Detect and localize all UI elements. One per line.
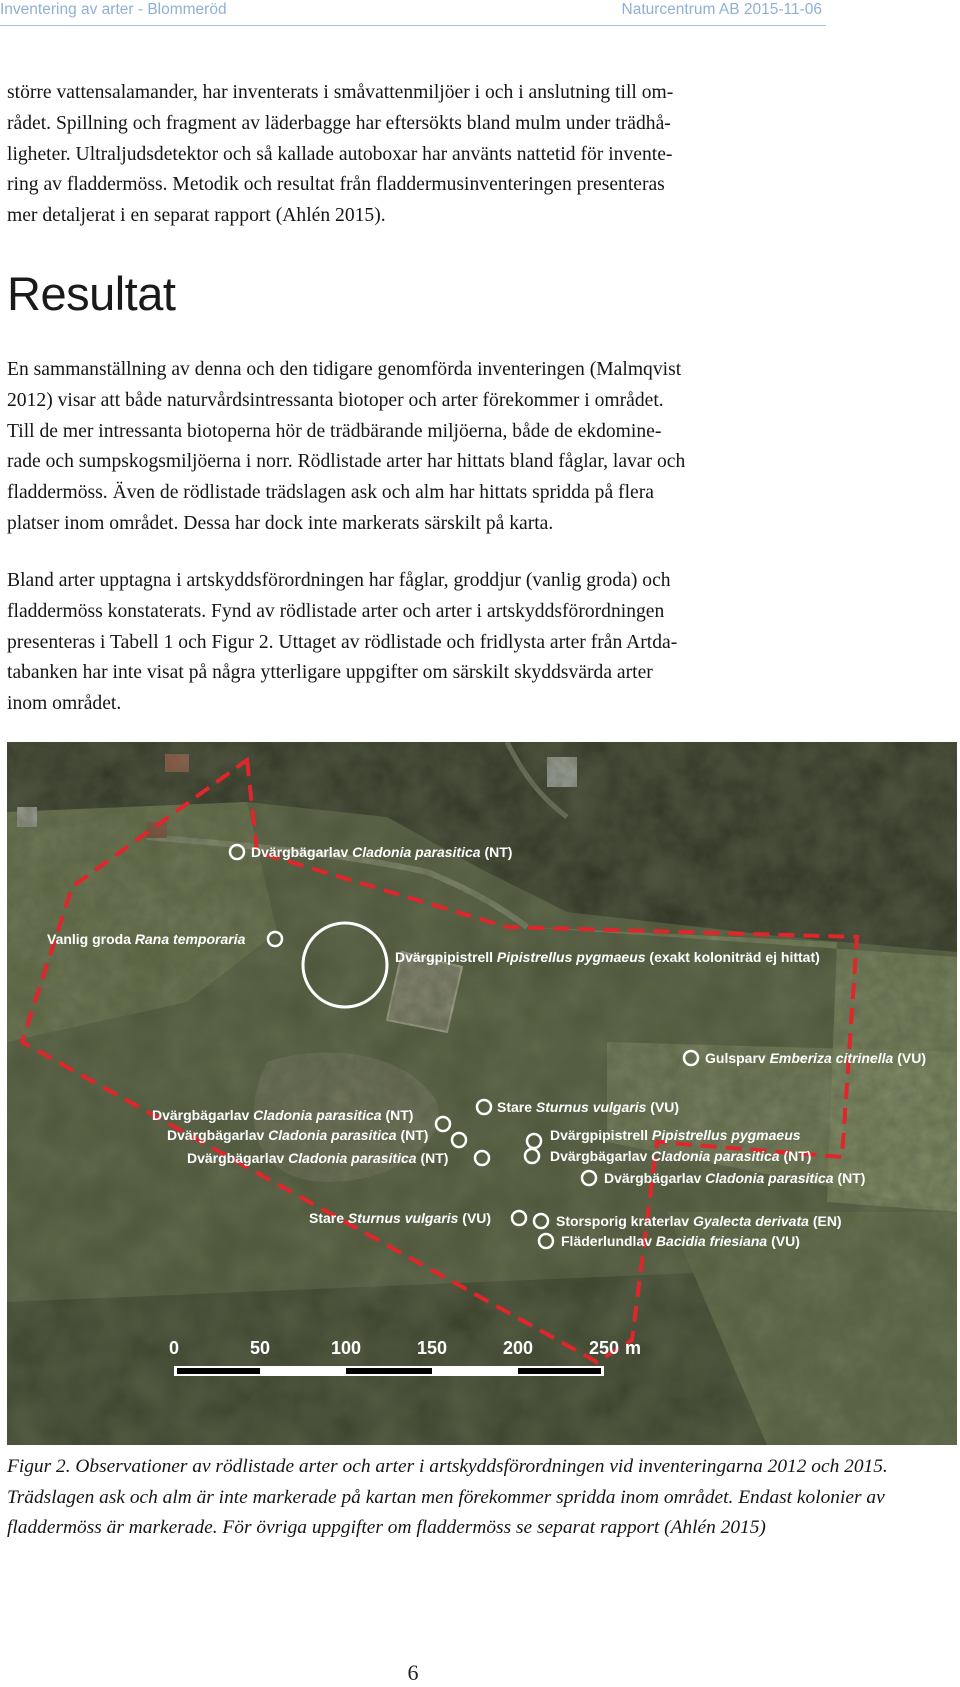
header-title: Inventering av arter - Blommeröd xyxy=(0,1,227,18)
caption-line: fladdermöss är markerade. För övriga uppgifter om fladdermöss se separat rapport (Ahlén 2015) xyxy=(7,1517,766,1538)
map-label: Vanlig groda Rana temporaria xyxy=(47,931,246,947)
text-line: presenteras i Tabell 1 och Figur 2. Uttaget av rödlistade och fridlysta arter från Artda- xyxy=(7,631,678,653)
scale-tick-label: 150 xyxy=(416,1338,448,1358)
map-label: Dvärgpipistrell Pipistrellus pygmaeus xyxy=(550,1127,801,1143)
map-label: Dvärgbägarlav Cladonia parasitica (NT) xyxy=(251,844,513,860)
aerial-map-figure xyxy=(7,742,957,1445)
page-number: 6 xyxy=(407,1660,419,1685)
text-line: fladdermöss. Även de rödlistade trädslagen ask och alm har hittats spridda på flera xyxy=(7,482,654,504)
caption-line: Trädslagen ask och alm är inte markerade på kartan men förekommer spridda inom området. Endast kolonier av xyxy=(7,1486,885,1508)
map-label: Storsporig kraterlav Gyalecta derivata (EN) xyxy=(556,1213,842,1229)
map-label: Stare Sturnus vulgaris (VU) xyxy=(309,1210,492,1226)
map-label: Dvärgbägarlav Cladonia parasitica (NT) xyxy=(550,1148,812,1164)
page-header xyxy=(0,0,826,26)
intro-paragraph xyxy=(7,78,673,232)
scale-tick-label: 200 xyxy=(502,1338,534,1358)
text-line: ring av fladdermöss. Metodik och resultat från fladdermusinventeringen presenteras xyxy=(7,174,665,196)
result-paragraph-1 xyxy=(7,355,685,540)
scale-tick-label: 0 xyxy=(168,1338,180,1358)
map-svg xyxy=(7,742,957,1445)
text-line: En sammanställning av denna och den tidigare genomförda inventeringen (Malmqvist xyxy=(7,359,682,380)
map-label: Dvärgpipistrell Pipistrellus pygmaeus (exakt koloniträd ej hittat) xyxy=(395,949,820,965)
section-title: Resultat xyxy=(7,267,176,320)
scale-unit: m xyxy=(625,1338,642,1358)
text-line: tabanken har inte visat på några ytterligare uppgifter om särskilt skyddsvärda arter xyxy=(7,662,653,684)
text-line: mer detaljerat i en separat rapport (Ahlén 2015). xyxy=(7,205,386,227)
map-label: Fläderlundlav Bacidia friesiana (VU) xyxy=(561,1233,800,1249)
map-label: Gulsparv Emberiza citrinella (VU) xyxy=(705,1050,926,1066)
scale-tick-label: 50 xyxy=(249,1338,271,1358)
result-paragraph-2 xyxy=(7,566,677,720)
text-line: 2012) visar att både naturvårdsintressanta biotoper och arter förekommer i området. xyxy=(7,389,664,411)
scale-segment xyxy=(432,1366,518,1376)
caption-line: Figur 2. Observationer av rödlistade arter och arter i artskyddsförordningen vid inventeringarna 2012 och 2015. xyxy=(7,1456,888,1477)
map-label: Dvärgbägarlav Cladonia parasitica (NT) xyxy=(604,1170,866,1186)
scale-segment xyxy=(177,1368,260,1374)
text-line: ligheter. Ultraljudsdetektor och så kallade autoboxar har använts nattetid för invente- xyxy=(7,143,673,165)
scale-segment xyxy=(260,1366,346,1376)
text-line: fladdermöss konstaterats. Fynd av rödlistade arter och arter i artskyddsförordningen xyxy=(7,600,665,622)
text-line: rådet. Spillning och fragment av läderbagge har eftersökts bland mulm under trädhå- xyxy=(7,112,671,134)
text-line: platser inom området. Dessa har dock inte markerats särskilt på karta. xyxy=(7,512,554,534)
map-label: Stare Sturnus vulgaris (VU) xyxy=(497,1099,680,1115)
header-publisher-date: Naturcentrum AB 2015-11-06 xyxy=(621,1,822,18)
scale-tick-label: 250 xyxy=(588,1338,620,1358)
text-line: rade och sumpskogsmiljöerna i norr. Rödlistade arter har hittats bland fåglar, lavar och xyxy=(7,451,686,473)
text-line: större vattensalamander, har inventerats i småvattenmiljöer i och i anslutning till om- xyxy=(7,82,674,103)
scale-segment xyxy=(518,1368,601,1374)
text-line: inom området. xyxy=(7,693,122,715)
text-line: Till de mer intressanta biotoperna hör de trädbärande miljöerna, både de ekdomine- xyxy=(7,420,662,442)
figure-caption xyxy=(7,1452,888,1544)
text-line: Bland arter upptagna i artskyddsförordningen har fåglar, groddjur (vanlig groda) och xyxy=(7,570,671,591)
map-label: Dvärgbägarlav Cladonia parasitica (NT) xyxy=(187,1150,449,1166)
map-label: Dvärgbägarlav Cladonia parasitica (NT) xyxy=(167,1127,429,1143)
map-label: Dvärgbägarlav Cladonia parasitica (NT) xyxy=(152,1107,414,1123)
scale-segment xyxy=(346,1368,432,1374)
scale-tick-label: 100 xyxy=(330,1338,362,1358)
